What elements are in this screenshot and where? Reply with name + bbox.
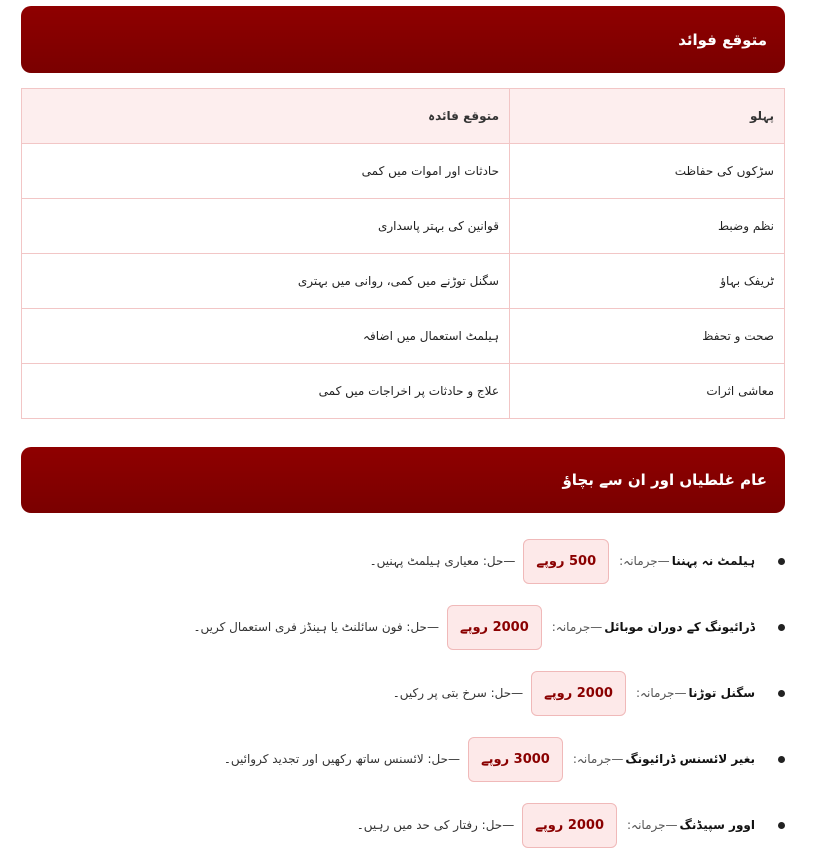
fine-badge: 2000 روپے — [447, 605, 542, 650]
table-row — [22, 364, 785, 419]
fine-label: —جرمانہ: — [627, 818, 678, 832]
solution-text: —حل: سرخ بتی پر رکیں۔ — [392, 686, 524, 700]
table-row — [22, 309, 785, 364]
mistake-title: ہیلمٹ نہ پہننا — [671, 554, 755, 568]
bullet-icon — [778, 756, 785, 763]
benefits-table — [21, 88, 785, 419]
column-header-aspect: پہلو — [510, 89, 785, 144]
table-cell-aspect: سڑکوں کی حفاظت — [510, 144, 785, 199]
table-cell-aspect: معاشی اثرات — [510, 364, 785, 419]
fine-badge: 2000 روپے — [522, 803, 617, 848]
solution-text: —حل: لائسنس ساتھ رکھیں اور تجدید کروائیں۔ — [223, 752, 461, 766]
table-row — [22, 199, 785, 254]
table-header-row — [22, 89, 785, 144]
table-row — [22, 144, 785, 199]
fine-label: —جرمانہ: — [572, 752, 624, 766]
fine-label: —جرمانہ: — [551, 620, 603, 634]
table-cell-benefit: سگنل توڑنے میں کمی، روانی میں بہتری — [22, 254, 510, 309]
table-cell-aspect: صحت و تحفظ — [510, 309, 785, 364]
list-item — [21, 792, 785, 858]
bullet-icon — [778, 624, 785, 631]
list-item — [21, 660, 785, 726]
column-header-benefit: متوقع فائدہ — [22, 89, 510, 144]
mistake-title: اوور سپیڈنگ — [679, 818, 755, 832]
list-item — [21, 726, 785, 792]
mistake-title: بغیر لائسنس ڈرائیونگ — [625, 752, 755, 766]
bullet-icon — [778, 690, 785, 697]
table-cell-benefit: ہیلمٹ استعمال میں اضافہ — [22, 309, 510, 364]
fine-badge: 3000 روپے — [468, 737, 563, 782]
solution-text: —حل: معیاری ہیلمٹ پہنیں۔ — [369, 554, 516, 568]
bullet-icon — [778, 822, 785, 829]
table-cell-aspect: ٹریفک بہاؤ — [510, 254, 785, 309]
section-banner-common-mistakes — [21, 447, 785, 513]
fine-badge: 2000 روپے — [531, 671, 626, 716]
table-cell-benefit: علاج و حادثات پر اخراجات میں کمی — [22, 364, 510, 419]
table-cell-benefit: حادثات اور اموات میں کمی — [22, 144, 510, 199]
fine-badge: 500 روپے — [523, 539, 609, 584]
bullet-icon — [778, 558, 785, 565]
solution-text: —حل: رفتار کی حد میں رہیں۔ — [356, 818, 515, 832]
section-title: متوقع فوائد — [678, 30, 767, 49]
section-banner-expected-benefits — [21, 6, 785, 73]
list-item — [21, 528, 785, 594]
table-cell-aspect: نظم وضبط — [510, 199, 785, 254]
fine-label: —جرمانہ: — [635, 686, 687, 700]
solution-text: —حل: فون سائلنٹ یا ہینڈز فری استعمال کریں۔ — [193, 620, 439, 634]
table-cell-benefit: قوانین کی بہتر پاسداری — [22, 199, 510, 254]
list-item — [21, 594, 785, 660]
table-row — [22, 254, 785, 309]
mistake-title: سگنل توڑنا — [688, 686, 755, 700]
section-title: عام غلطیاں اور ان سے بچاؤ — [562, 471, 767, 489]
mistakes-list — [21, 528, 785, 858]
mistake-title: ڈرائیونگ کے دوران موبائل — [604, 620, 755, 634]
fine-label: —جرمانہ: — [619, 554, 670, 568]
